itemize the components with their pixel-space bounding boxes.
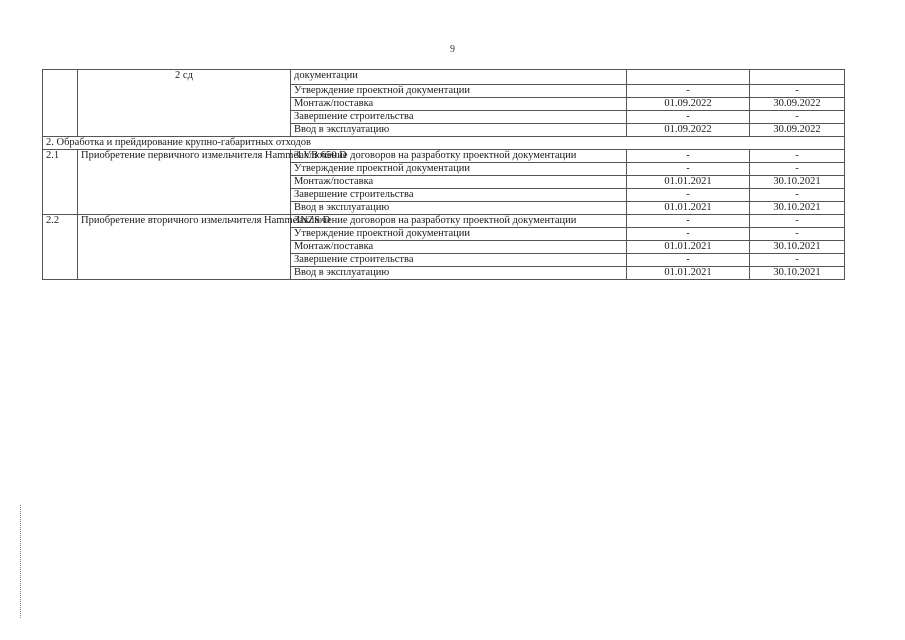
stage-label: Завершение строительства bbox=[291, 189, 627, 202]
item-number: 2.2 bbox=[43, 215, 78, 280]
stage-end: - bbox=[750, 215, 845, 228]
stage-end: 30.10.2021 bbox=[750, 241, 845, 254]
stage-label: Монтаж/поставка bbox=[291, 98, 627, 111]
stage-start: - bbox=[627, 228, 750, 241]
stage-start: - bbox=[627, 85, 750, 98]
stage-start: 01.09.2022 bbox=[627, 98, 750, 111]
stage-label: документации bbox=[291, 70, 627, 85]
stage-label: Монтаж/поставка bbox=[291, 176, 627, 189]
item-name: Приобретение вторичного измельчителя HammelNZS D bbox=[78, 215, 291, 280]
stage-start: - bbox=[627, 111, 750, 124]
stage-end: - bbox=[750, 163, 845, 176]
stage-label: Утверждение проектной документации bbox=[291, 228, 627, 241]
stage-label: Ввод в эксплуатацию bbox=[291, 202, 627, 215]
stage-label: Завершение строительства bbox=[291, 111, 627, 124]
stage-start: - bbox=[627, 163, 750, 176]
schedule-table bbox=[42, 69, 845, 280]
stage-start: 01.01.2021 bbox=[627, 202, 750, 215]
stage-start: 01.01.2021 bbox=[627, 176, 750, 189]
stage-label: Заключение договоров на разработку проектной документации bbox=[291, 215, 627, 228]
stage-label: Заключение договоров на разработку проектной документации bbox=[291, 150, 627, 163]
section-row bbox=[43, 137, 845, 150]
stage-end: - bbox=[750, 150, 845, 163]
table-row bbox=[43, 150, 845, 163]
stage-end: 30.10.2021 bbox=[750, 176, 845, 189]
stage-label: Завершение строительства bbox=[291, 254, 627, 267]
stage-start: 01.09.2022 bbox=[627, 124, 750, 137]
stage-start: - bbox=[627, 189, 750, 202]
item-number bbox=[43, 70, 78, 137]
stage-end: 30.09.2022 bbox=[750, 98, 845, 111]
item-number: 2.1 bbox=[43, 150, 78, 215]
stage-label: Монтаж/поставка bbox=[291, 241, 627, 254]
stage-start: - bbox=[627, 150, 750, 163]
stage-label: Ввод в эксплуатацию bbox=[291, 124, 627, 137]
section-title: 2. Обработка и прейдирование крупно-габаритных отходов bbox=[43, 137, 845, 150]
stage-end: - bbox=[750, 85, 845, 98]
stage-label: Ввод в эксплуатацию bbox=[291, 267, 627, 280]
stage-end: 30.09.2022 bbox=[750, 124, 845, 137]
stage-end bbox=[750, 70, 845, 85]
stage-end: 30.10.2021 bbox=[750, 267, 845, 280]
stage-end: 30.10.2021 bbox=[750, 202, 845, 215]
stage-end: - bbox=[750, 189, 845, 202]
stage-start: 01.01.2021 bbox=[627, 241, 750, 254]
stage-end: - bbox=[750, 254, 845, 267]
scan-margin-line bbox=[20, 505, 21, 618]
stage-label: Утверждение проектной документации bbox=[291, 163, 627, 176]
table-row bbox=[43, 70, 845, 85]
page-number: 9 bbox=[450, 44, 455, 55]
stage-start: 01.01.2021 bbox=[627, 267, 750, 280]
stage-label: Утверждение проектной документации bbox=[291, 85, 627, 98]
stage-start: - bbox=[627, 254, 750, 267]
stage-end: - bbox=[750, 111, 845, 124]
item-name: Приобретение первичного измельчителя Hammel VB 650 D bbox=[78, 150, 291, 215]
table-row bbox=[43, 215, 845, 228]
item-name: 2 сд bbox=[78, 70, 291, 137]
stage-start bbox=[627, 70, 750, 85]
stage-start: - bbox=[627, 215, 750, 228]
stage-end: - bbox=[750, 228, 845, 241]
